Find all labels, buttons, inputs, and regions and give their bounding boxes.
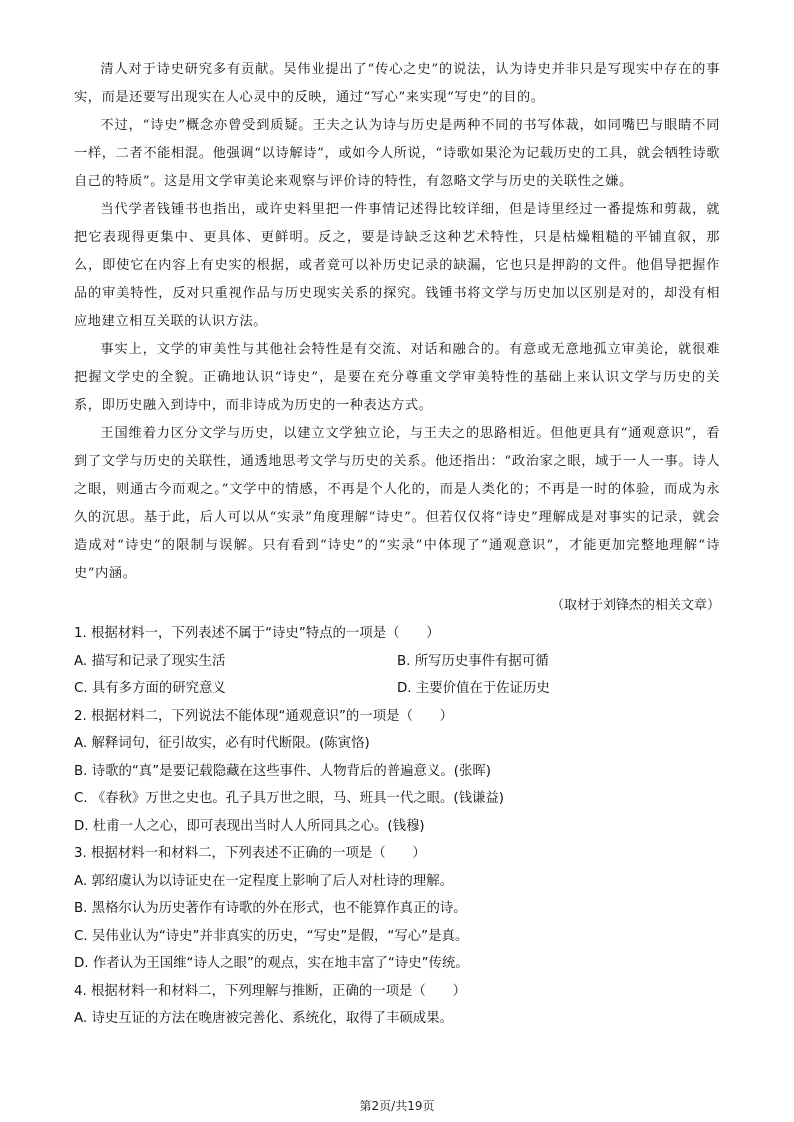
question-1 — [74, 620, 720, 703]
question-3-option-c[interactable]: C. 吴伟业认为“诗史”并非真实的历史，“写史”是假，“写心”是真。 — [74, 928, 469, 944]
question-4-option-a[interactable]: A. 诗史互证的方法在晚唐被完善化、系统化，取得了丰硕成果。 — [74, 1011, 453, 1026]
question-1-options-row-1 — [74, 648, 720, 676]
question-2-option-a[interactable]: A. 解释词句，征引故实，必有时代断限。(陈寅恪) — [74, 736, 370, 751]
question-1-option-d[interactable]: D. 主要价值在于佐证历史 — [397, 681, 550, 696]
question-3-option-b[interactable]: B. 黑格尔认为历史著作有诗歌的外在形式，也不能算作真正的诗。 — [74, 901, 467, 916]
passage-paragraph-3: 当代学者钱锺书也指出，或许史料里把一件事情记述得比较详细，但是诗里经过一番提炼和剪裁，就把它表现得更集中、更具体、更鲜明。反之，要是诗缺乏这种艺术特性，只是枯燥粗糙的平铺直叙，那么，即使它在内容上有史实的根据，或者竟可以补历史记录的缺漏，它也只是押韵的文件。他倡导把握作品的审美特性，反对只重视作品与历史现实关系的探究。钱锺书将文学与历史加以区别是对的，却没有相应地建立相互关联的认识方法。 — [74, 202, 720, 329]
source-citation: （取材于刘锋杰的相关文章） — [550, 598, 720, 613]
question-1-option-b[interactable]: B. 所写历史事件有据可循 — [397, 653, 549, 669]
question-2-option-b[interactable]: B. 诗歌的“真”是要记载隐藏在这些事件、人物背后的普遍意义。(张晖) — [74, 763, 491, 779]
passage-paragraph-1: 清人对于诗史研究多有贡献。吴伟业提出了“传心之史”的说法，认为诗史并非只是写现实中存在的事实，而是还要写出现实在人心灵中的反映，通过“写心”来实现“写史”的目的。 — [74, 62, 720, 105]
question-1-option-c[interactable]: C. 具有多方面的研究意义 — [74, 681, 226, 696]
question-2-stem: 2. 根据材料二，下列说法不能体现“通观意识”的一项是（ ） — [74, 708, 454, 724]
question-1-option-a[interactable]: A. 描写和记录了现实生活 — [74, 653, 226, 669]
passage-paragraph-5: 王国维着力区分文学与历史，以建立文学独立论，与王夫之的思路相近。但他更具有“通观意识”，看到了文学与历史的关联性，通透地思考文学与历史的关系。他还指出：“政治家之眼，域于一人一事。诗人之眼，则通古今而观之。”文学中的情感，不再是个人化的，而是人类化的；不再是一时的体验，而成为永久的沉思。基于此，后人可以从“实录”角度理解“诗史”。但若仅仅将“诗史”理解成是对事实的记录，就会造成对“诗史”的限制与误解。只有看到“诗史”的“实录”中体现了“通观意识”，才能更加完整地理解“诗史”内涵。 — [74, 426, 720, 581]
page-number-footer: 第2页/共19页 — [359, 1099, 435, 1113]
question-2 — [74, 703, 720, 841]
question-3-option-a[interactable]: A. 郭绍虞认为以诗证史在一定程度上影响了后人对杜诗的理解。 — [74, 873, 453, 889]
question-1-options-row-2 — [74, 675, 720, 703]
passage-paragraph-2: 不过，“诗史”概念亦曾受到质疑。王夫之认为诗与历史是两种不同的书写体裁，如同嘴巴与眼睛不同一样，二者不能相混。他强调“以诗解诗”，或如今人所说，“诗歌如果沦为记载历史的工具，就会牺牲诗歌自己的特质”。这是用文学审美论来观察与评价诗的特性，有忽略文学与历史的关联性之嫌。 — [74, 118, 720, 189]
question-2-option-d[interactable]: D. 杜甫一人之心，即可表现出当时人人所同具之心。(钱穆) — [74, 818, 425, 834]
question-4-stem: 4. 根据材料一和材料二，下列理解与推断，正确的一项是（ ） — [74, 983, 466, 999]
question-1-stem: 1. 根据材料一，下列表述不属于“诗史”特点的一项是（ ） — [74, 626, 440, 641]
page-content — [74, 56, 720, 1033]
question-2-option-c[interactable]: C. 《春秋》万世之史也。孔子具万世之眼，马、班具一代之眼。(钱谦益) — [74, 791, 505, 806]
question-3-option-d[interactable]: D. 作者认为王国维“诗人之眼”的观点，实在地丰富了“诗史”传统。 — [74, 956, 469, 971]
question-3 — [74, 840, 720, 978]
passage-paragraph-4: 事实上，文学的审美性与其他社会特性是有交流、对话和融合的。有意或无意地孤立审美论，就很难把握文学史的全貌。正确地认识“诗史”，是要在充分尊重文学审美特性的基础上来认识文学与历史的关系，即历史融入到诗中，而非诗成为历史的一种表达方式。 — [74, 342, 720, 413]
question-4 — [74, 978, 720, 1033]
question-3-stem: 3. 根据材料一和材料二，下列表述不正确的一项是（ ） — [74, 846, 426, 861]
